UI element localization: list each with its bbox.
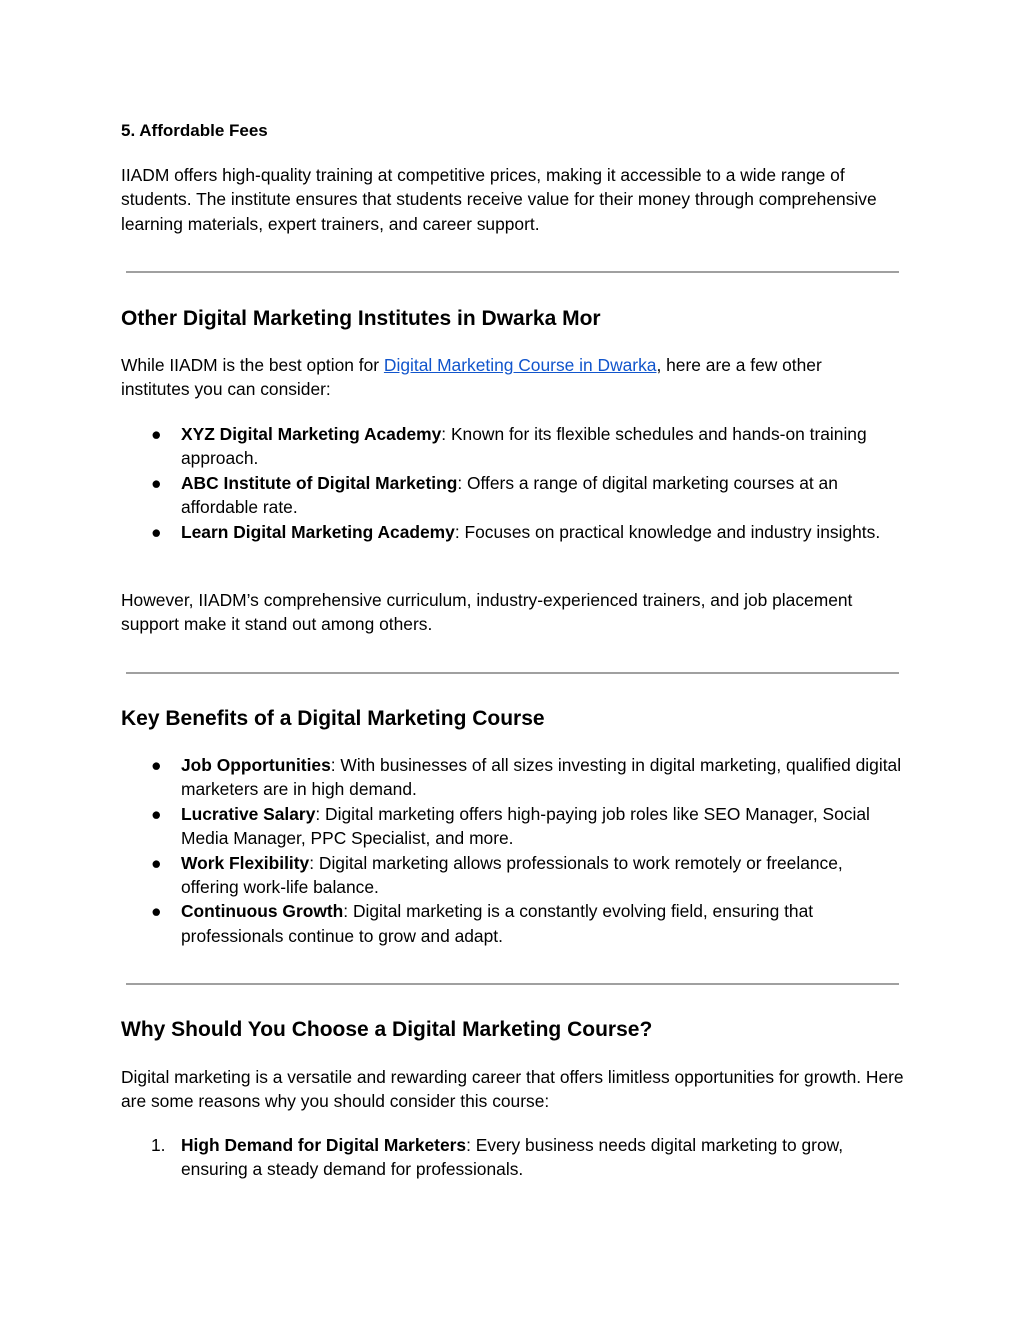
heading-affordable-fees: 5. Affordable Fees [121, 121, 268, 140]
bullet-marker: ● [151, 755, 162, 775]
paragraph-affordable-fees: IIADM offers high-quality training at competitive prices, making it accessible to a wide range of students. The institute ensures that students receive value for their money through comprehensive learning materials, expert trainers, and career support. [121, 165, 877, 234]
list-item [121, 802, 905, 851]
list-item-desc: : Focuses on practical knowledge and industry insights. [454, 521, 881, 542]
list-item-term: Learn Digital Marketing Academy [181, 521, 455, 542]
other-institutes-list [121, 422, 905, 544]
intro-text-after: , here are a few other institutes you can consider: [121, 355, 822, 400]
bullet-marker: ● [151, 901, 162, 922]
list-item-term: ABC Institute of Digital Marketing [181, 472, 458, 493]
list-item [121, 471, 905, 520]
list-item-desc: : Offers a range of digital marketing courses at an affordable rate. [181, 472, 838, 518]
list-item-term: Job Opportunities [181, 755, 331, 775]
list-item-desc: : Digital marketing allows professionals to work remotely or freelance, offering work-life balance. [181, 852, 843, 898]
paragraph-why-intro: Digital marketing is a versatile and rewarding career that offers limitless opportunities for growth. Here are some reasons why you should consider this course: [121, 1067, 904, 1112]
paragraph-other-intro [121, 353, 881, 402]
list-item-term: Work Flexibility [181, 852, 310, 873]
list-item-desc: : Digital marketing offers high-paying job roles like SEO Manager, Social Media Manager, PPC Specialist, and more. [181, 803, 870, 849]
heading-why-choose: Why Should You Choose a Digital Marketing Course? [121, 1018, 653, 1041]
list-item-term: Continuous Growth [181, 901, 344, 922]
list-item [121, 899, 905, 948]
course-dwarka-link[interactable]: Digital Marketing Course in Dwarka [383, 355, 657, 375]
divider [126, 672, 899, 674]
list-item [121, 520, 905, 544]
bullet-marker: ● [151, 521, 162, 542]
list-item-desc: : With businesses of all sizes investing in digital marketing, qualified digital marketers are in high demand. [181, 755, 902, 800]
number-marker: 1. [151, 1135, 166, 1155]
list-item [121, 851, 905, 900]
list-item [121, 753, 905, 802]
list-item [121, 422, 905, 471]
paragraph-other-conclusion: However, IIADM’s comprehensive curriculum, industry-experienced trainers, and job placement support make it stand out among others. [121, 590, 853, 635]
list-item-desc: : Every business needs digital marketing to grow, ensuring a steady demand for professionals. [181, 1135, 844, 1180]
key-benefits-list [121, 753, 905, 948]
list-item-desc: : Digital marketing is a constantly evolving field, ensuring that professionals continue to grow and adapt. [181, 901, 814, 946]
divider [126, 983, 899, 985]
why-choose-list [121, 1133, 905, 1182]
bullet-marker: ● [151, 472, 162, 493]
bullet-marker: ● [151, 424, 162, 444]
list-item-term: XYZ Digital Marketing Academy [181, 424, 442, 444]
divider [126, 271, 899, 273]
heading-other-institutes: Other Digital Marketing Institutes in Dwarka Mor [121, 307, 601, 330]
intro-text-before: While IIADM is the best option for [121, 355, 384, 375]
bullet-marker: ● [151, 803, 162, 824]
list-item-term: Lucrative Salary [181, 803, 316, 824]
bullet-marker: ● [151, 852, 162, 873]
list-item-desc: : Known for its flexible schedules and hands-on training approach. [181, 424, 867, 469]
heading-key-benefits: Key Benefits of a Digital Marketing Course [121, 707, 545, 730]
list-item [121, 1133, 905, 1182]
list-item-term: High Demand for Digital Marketers [181, 1135, 467, 1155]
